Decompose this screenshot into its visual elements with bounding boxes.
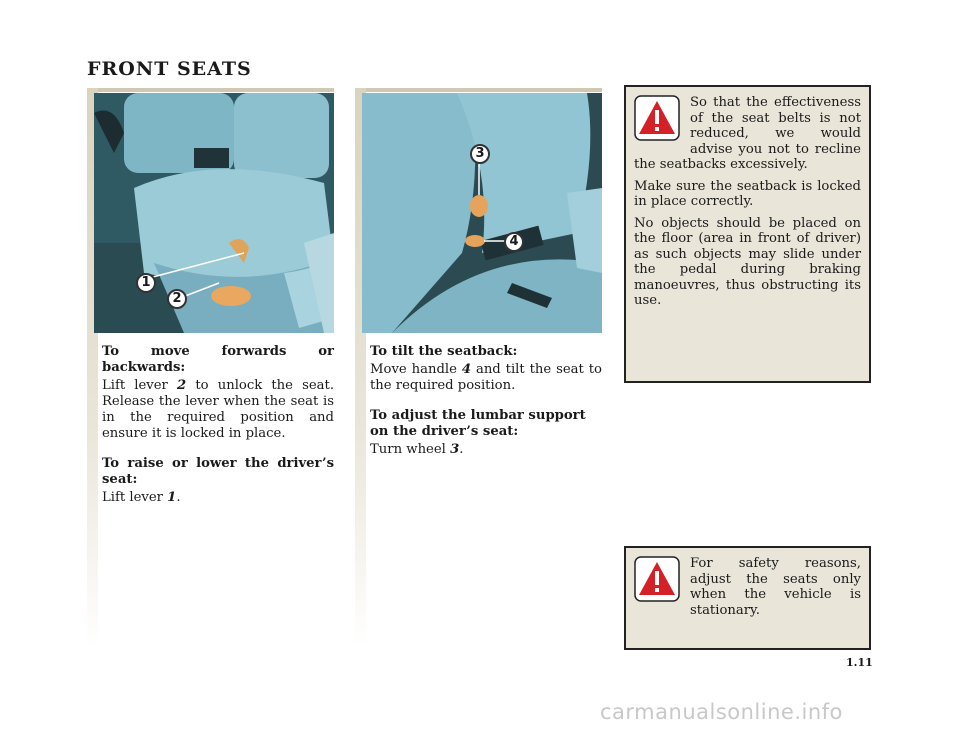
- paragraph-tilt-seatback: Move handle 4 and tilt the seat to the required position.: [370, 362, 602, 393]
- warning-triangle-icon: [634, 556, 680, 602]
- column-rule-left: [87, 88, 334, 92]
- heading-lumbar: To adjust the lumbar support on the driver’s seat:: [370, 408, 586, 439]
- column-rule-middle: [355, 88, 602, 92]
- footer-watermark: carmanualsonline.info: [600, 700, 843, 724]
- page-number: 1.11: [846, 656, 873, 669]
- left-column-text: [102, 340, 334, 508]
- callout-4: 4: [504, 232, 524, 252]
- warning-text-locked: Make sure the seatback is locked in place correctly.: [634, 178, 861, 209]
- middle-column-text: [370, 340, 602, 460]
- heading-move-seat: To move forwards or backwards:: [102, 344, 334, 375]
- heading-tilt-seatback: To tilt the seatback:: [370, 344, 518, 359]
- warning-text-objects: No objects should be placed on the floor (area in front of driver) as such objects may slide under the pedal during braking manoeuvres, thus obstructing its use.: [634, 215, 861, 308]
- seat-photo-left: [94, 93, 334, 333]
- seat-photo-middle: [362, 93, 602, 333]
- warning-box-stationary: [624, 546, 871, 650]
- callout-1: 1: [136, 273, 156, 293]
- paragraph-raise-seat: Lift lever 1.: [102, 490, 181, 505]
- warning-box-seatback: [624, 85, 871, 383]
- warning-triangle-icon: [634, 95, 680, 141]
- page-title: FRONT SEATS: [87, 58, 252, 80]
- paragraph-move-seat: Lift lever 2 to unlock the seat. Release the lever when the seat is in the required position and ensure it is locked in place.: [102, 378, 335, 441]
- callout-2: 2: [167, 289, 187, 309]
- callout-3: 3: [470, 144, 490, 164]
- warning-text-stationary: For safety reasons, adjust the seats only when the vehicle is stationary.: [690, 556, 861, 618]
- heading-raise-seat: To raise or lower the driver’s seat:: [102, 456, 334, 487]
- warning-text-recline: So that the effectiveness of the seat belts is not reduced, we would advise you not to recline the seatbacks excessively.: [634, 95, 861, 172]
- paragraph-lumbar: Turn wheel 3.: [370, 442, 464, 457]
